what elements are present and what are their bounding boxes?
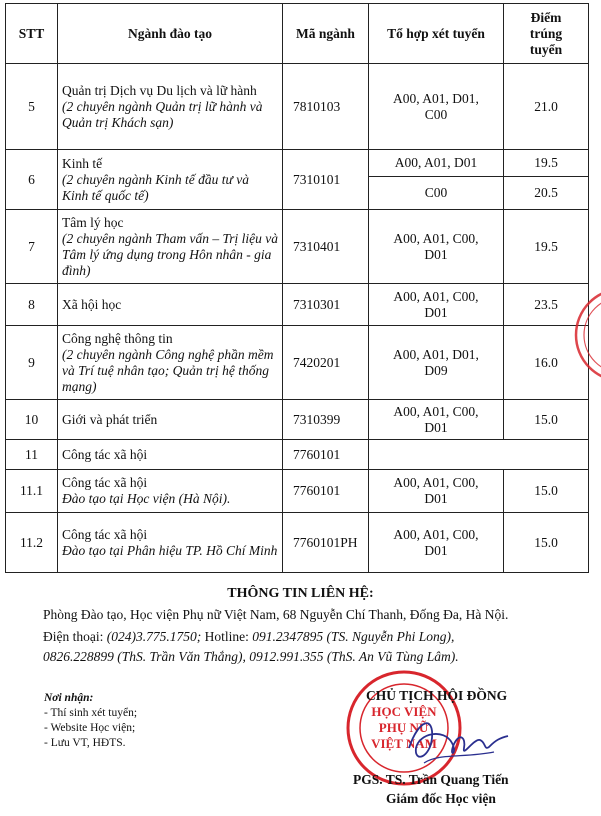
recipient-item: - Lưu VT, HĐTS. bbox=[44, 737, 126, 749]
combo-line2: D09 bbox=[424, 362, 448, 378]
admission-score-table bbox=[5, 3, 589, 573]
row-combo: A00, A01, D01 bbox=[369, 150, 504, 177]
row-code: 7760101 bbox=[283, 440, 369, 470]
row-major bbox=[58, 210, 283, 284]
major-note: (2 chuyên ngành Kinh tế đầu tư và Kinh tế quốc tế) bbox=[62, 171, 249, 203]
signer-name: PGS. TS. Trần Quang Tiến bbox=[353, 772, 509, 787]
handwritten-signature bbox=[404, 708, 514, 770]
row-code: 7310399 bbox=[283, 400, 369, 440]
major-name: Công tác xã hội bbox=[62, 446, 148, 462]
row-score: 19.5 bbox=[504, 210, 589, 284]
major-note: Đào tạo tại Học viện (Hà Nội). bbox=[62, 491, 231, 506]
table-row bbox=[6, 513, 589, 573]
header-score-line2: trúng bbox=[529, 25, 563, 41]
table-row bbox=[6, 284, 589, 326]
row-combo bbox=[369, 513, 504, 573]
row-major bbox=[58, 513, 283, 573]
stamp-line1: HỌC VIỆN bbox=[371, 704, 437, 719]
major-note: (2 chuyên ngành Quản trị lữ hành và Quản trị Khách sạn) bbox=[62, 98, 263, 130]
row-combo bbox=[369, 326, 504, 400]
row-stt: 7 bbox=[6, 210, 58, 284]
phone-label: Điện thoại: bbox=[43, 629, 104, 644]
stamp-line3: VIỆT NAM bbox=[371, 736, 437, 751]
header-code: Mã ngành bbox=[283, 4, 369, 64]
phone-number: (024)3.775.1750; bbox=[106, 629, 202, 644]
row-code: 7760101PH bbox=[283, 513, 369, 573]
major-note: (2 chuyên ngành Tham vấn – Trị liệu và Tâm lý ứng dụng trong Hôn nhân - gia đình) bbox=[62, 230, 278, 278]
combo-line1: A00, A01, D01, bbox=[393, 90, 479, 106]
header-major: Ngành đào tạo bbox=[58, 4, 283, 64]
row-stt: 9 bbox=[6, 326, 58, 400]
row-combo bbox=[369, 210, 504, 284]
major-name: Công tác xã hội bbox=[62, 475, 148, 490]
contact-phones bbox=[43, 629, 454, 645]
row-score: 20.5 bbox=[504, 177, 589, 210]
row-code: 7310101 bbox=[283, 150, 369, 210]
header-score-line1: Điểm bbox=[530, 9, 562, 25]
row-score: 15.0 bbox=[504, 513, 589, 573]
row-code: 7420201 bbox=[283, 326, 369, 400]
row-code: 7810103 bbox=[283, 64, 369, 150]
row-stt: 11.2 bbox=[6, 513, 58, 573]
combo-line2: D01 bbox=[424, 419, 448, 435]
row-score: 15.0 bbox=[504, 400, 589, 440]
major-name: Công tác xã hội bbox=[62, 526, 148, 542]
row-major bbox=[58, 470, 283, 513]
hotline-label: Hotline: bbox=[204, 629, 249, 644]
row-combo: C00 bbox=[369, 177, 504, 210]
combo-line2: C00 bbox=[424, 106, 448, 122]
major-name: Công nghệ thông tin bbox=[62, 330, 173, 346]
major-name: Tâm lý học bbox=[62, 214, 124, 230]
signature-role: CHỦ TỊCH HỘI ĐỒNG bbox=[366, 688, 508, 703]
table-row bbox=[6, 440, 589, 470]
row-score: 21.0 bbox=[504, 64, 589, 150]
row-score: 19.5 bbox=[504, 150, 589, 177]
combo-line1: A00, A01, C00, bbox=[393, 288, 479, 304]
recipients-title: Nơi nhận: bbox=[44, 692, 94, 704]
major-note: Đào tạo tại Phân hiệu TP. Hồ Chí Minh bbox=[62, 542, 278, 558]
partial-stamp-mark bbox=[572, 285, 601, 385]
table-row bbox=[6, 64, 589, 150]
row-score: 15.0 bbox=[504, 470, 589, 513]
row-stt: 5 bbox=[6, 64, 58, 150]
row-stt: 8 bbox=[6, 284, 58, 326]
recipients-block bbox=[44, 691, 137, 751]
table-row bbox=[6, 400, 589, 440]
signer-position: Giám đốc Học viện bbox=[386, 791, 496, 806]
header-score bbox=[504, 4, 589, 64]
row-score: 16.0 bbox=[504, 326, 589, 400]
major-name: Kinh tế bbox=[62, 155, 103, 171]
combo-line1: A00, A01, D01, bbox=[393, 346, 479, 362]
combo-line1: A00, A01, C00, bbox=[393, 403, 479, 419]
row-stt: 6 bbox=[6, 150, 58, 210]
row-code: 7310401 bbox=[283, 210, 369, 284]
combo-line2: D01 bbox=[424, 542, 448, 558]
table-row bbox=[6, 470, 589, 513]
combo-line1: A00, A01, C00, bbox=[393, 230, 479, 246]
contact-title: THÔNG TIN LIÊN HỆ: bbox=[227, 586, 374, 601]
major-name: Giới và phát triển bbox=[62, 411, 158, 427]
row-major bbox=[58, 64, 283, 150]
row-stt: 11.1 bbox=[6, 470, 58, 513]
combo-line2: D01 bbox=[424, 246, 448, 262]
row-combo bbox=[369, 470, 504, 513]
contact-more-phones: 0826.228899 (ThS. Trần Văn Thắng), 0912.991.355 (ThS. An Vũ Tùng Lâm). bbox=[43, 649, 459, 664]
combo-line2: D01 bbox=[424, 491, 448, 506]
combo-line2: D01 bbox=[424, 304, 448, 320]
header-stt: STT bbox=[6, 4, 58, 64]
row-major bbox=[58, 440, 283, 470]
row-combo bbox=[369, 284, 504, 326]
row-stt: 10 bbox=[6, 400, 58, 440]
row-code: 7760101 bbox=[283, 470, 369, 513]
row-major bbox=[58, 326, 283, 400]
row-combo bbox=[369, 64, 504, 150]
table-header-row bbox=[6, 4, 589, 64]
row-score: 23.5 bbox=[504, 284, 589, 326]
major-note: (2 chuyên ngành Công nghệ phần mềm và Trí tuệ nhân tạo; Quản trị hệ thống mạng) bbox=[62, 346, 274, 394]
row-combo-empty bbox=[369, 440, 589, 470]
table-row bbox=[6, 150, 589, 177]
table-row bbox=[6, 326, 589, 400]
header-combo: Tổ hợp xét tuyển bbox=[369, 4, 504, 64]
header-score-line3: tuyển bbox=[529, 41, 563, 57]
combo-line1: A00, A01, C00, bbox=[393, 475, 479, 490]
contact-address: Phòng Đào tạo, Học viện Phụ nữ Việt Nam, 68 Nguyễn Chí Thanh, Đống Đa, Hà Nội. bbox=[43, 607, 509, 622]
row-major bbox=[58, 284, 283, 326]
row-stt: 11 bbox=[6, 440, 58, 470]
major-name: Xã hội học bbox=[62, 296, 122, 312]
hotline-number: 091.2347895 (TS. Nguyễn Phi Long), bbox=[252, 629, 455, 644]
combo-line1: A00, A01, C00, bbox=[393, 526, 479, 542]
table-row bbox=[6, 210, 589, 284]
stamp-line2: PHỤ NỮ bbox=[378, 720, 430, 735]
row-combo bbox=[369, 400, 504, 440]
recipient-item: - Website Học viện; bbox=[44, 722, 136, 734]
recipient-item: - Thí sinh xét tuyển; bbox=[44, 707, 138, 719]
row-major bbox=[58, 150, 283, 210]
row-major bbox=[58, 400, 283, 440]
row-code: 7310301 bbox=[283, 284, 369, 326]
major-name: Quản trị Dịch vụ Du lịch và lữ hành bbox=[62, 82, 257, 98]
